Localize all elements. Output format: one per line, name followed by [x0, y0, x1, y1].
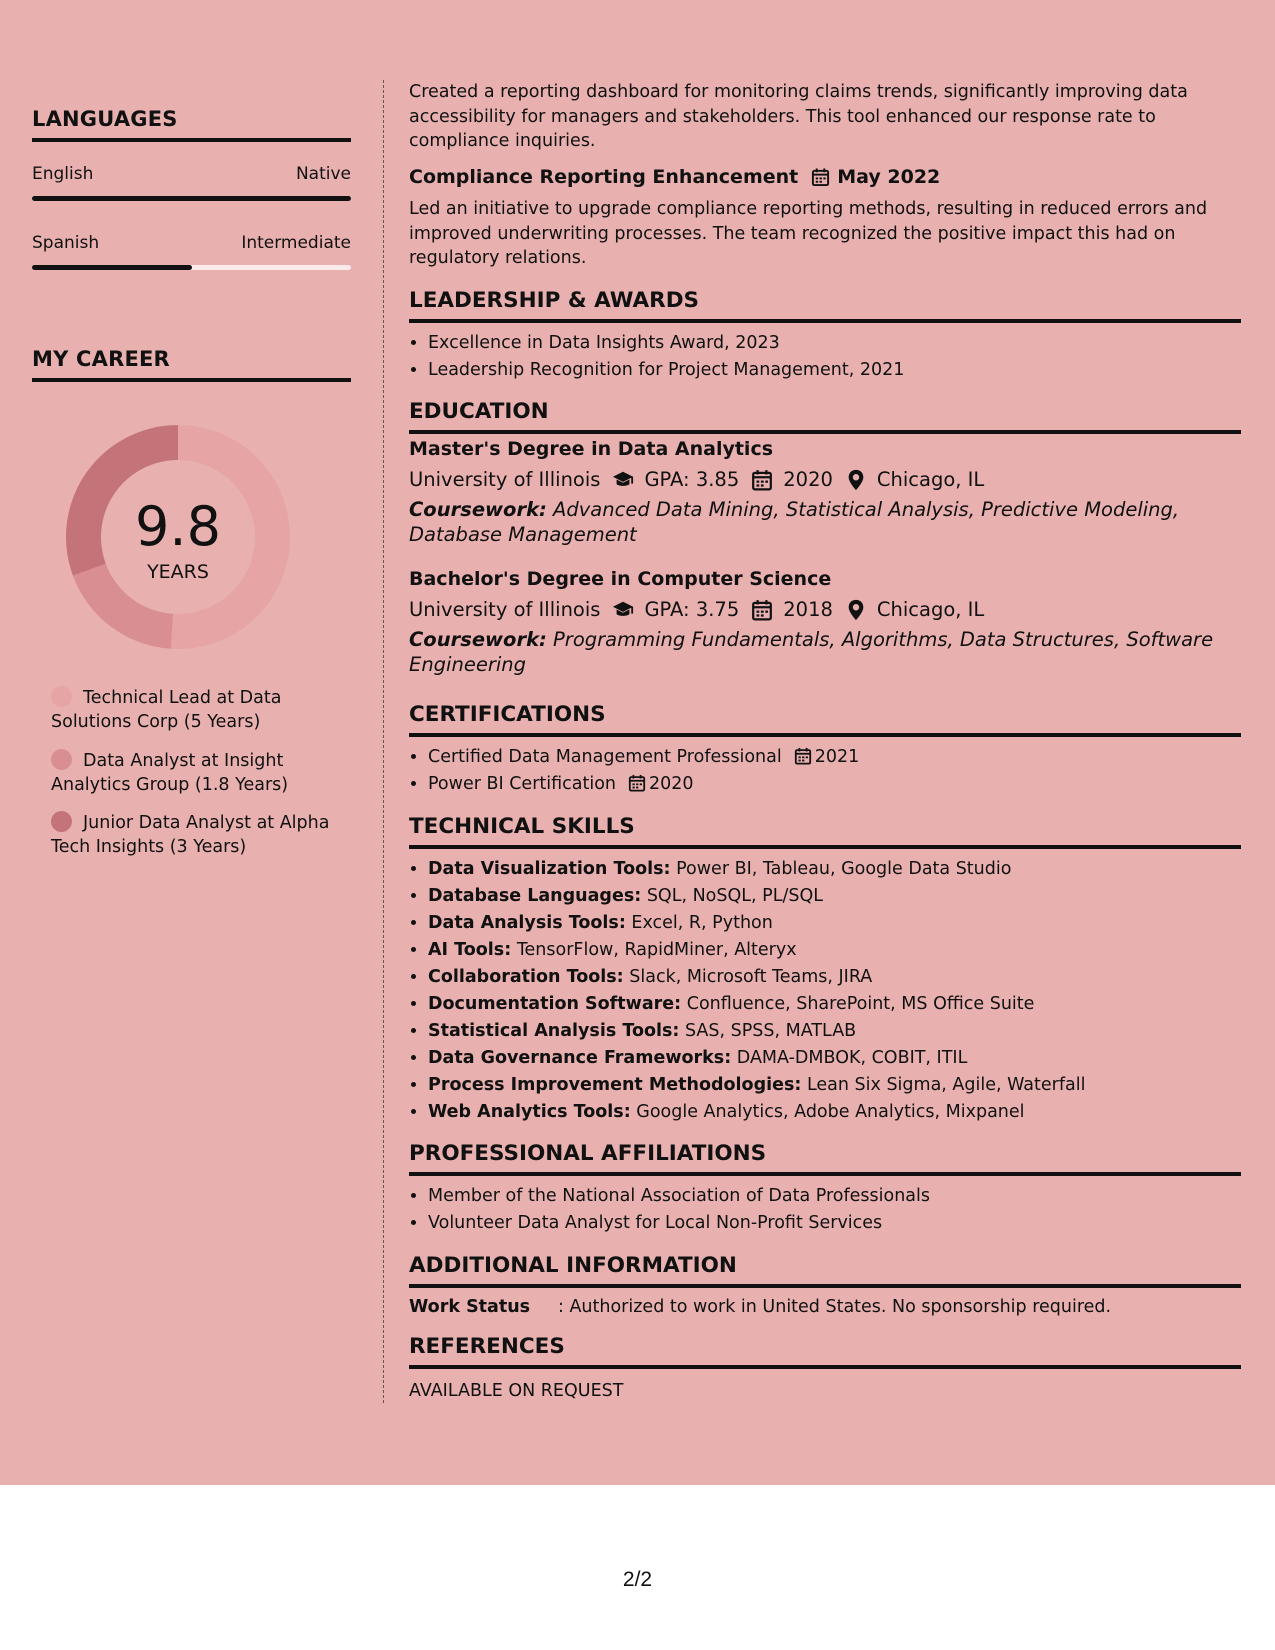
language-proficiency-bar	[32, 265, 351, 270]
map-pin-icon	[845, 469, 867, 491]
section-rule	[409, 319, 1241, 323]
work-status-row	[409, 1295, 1241, 1320]
skill-value: Power BI, Tableau, Google Data Studio	[676, 859, 1012, 879]
certification-year: 2021	[814, 747, 860, 767]
legend-dot	[51, 686, 72, 707]
page-number: 2/2	[622, 1568, 653, 1591]
section-title: PROFESSIONAL AFFILIATIONS	[409, 1141, 767, 1166]
legend-label: Data Analyst at Insight Analytics Group (1.8 Years)	[51, 751, 289, 795]
education-entry	[409, 568, 1241, 677]
career-total-unit: YEARS	[147, 561, 209, 583]
skill-item	[428, 1045, 1241, 1072]
languages-section	[32, 107, 351, 142]
skill-value: Excel, R, Python	[631, 913, 773, 933]
experience-paragraph: Created a reporting dashboard for monitoring claims trends, significantly improving data accessibility for managers and stakeholders. This tool enhanced our response rate to compliance inquiries.	[409, 82, 1188, 151]
section-title: LEADERSHIP & AWARDS	[409, 288, 700, 313]
career-section	[32, 347, 351, 382]
skill-value: Confluence, SharePoint, MS Office Suite	[686, 994, 1035, 1014]
certification-year: 2020	[649, 774, 694, 794]
language-name: English	[32, 164, 94, 184]
calendar-icon	[811, 167, 830, 187]
certification-name: Power BI Certification	[428, 774, 616, 794]
legend-label: Technical Lead at Data Solutions Corp (5 Years)	[51, 688, 282, 732]
skills-list	[409, 856, 1241, 1126]
references-section	[409, 1334, 1241, 1404]
skill-item	[428, 910, 1241, 937]
skill-label: Database Languages:	[428, 886, 642, 906]
coursework-text: Programming Fundamentals, Algorithms, Data Structures, Software Engineering	[409, 628, 1214, 676]
project-date: May 2022	[837, 166, 941, 188]
list-item: • Volunteer Data Analyst for Local Non-Profit Services	[428, 1210, 1241, 1237]
school-name: University of Illinois	[409, 468, 601, 491]
graduation-year: 2020	[783, 468, 833, 491]
section-title: REFERENCES	[409, 1334, 565, 1359]
graduation-cap-icon	[612, 599, 634, 621]
affiliations-section	[409, 1141, 1241, 1237]
coursework	[409, 628, 1241, 677]
section-title: LANGUAGES	[32, 107, 178, 131]
section-rule	[409, 1365, 1241, 1369]
language-proficiency-fill	[32, 196, 351, 201]
coursework	[409, 498, 1241, 547]
section-title: MY CAREER	[32, 347, 170, 371]
coursework-label: Coursework:	[409, 498, 547, 521]
career-donut-chart	[66, 425, 290, 649]
certifications-section	[409, 702, 1241, 798]
education-meta	[409, 468, 1241, 491]
skill-value: Slack, Microsoft Teams, JIRA	[629, 967, 873, 987]
skill-item	[428, 1099, 1241, 1126]
section-rule	[409, 430, 1241, 434]
skills-section	[409, 814, 1241, 1126]
additional-info-section	[409, 1253, 1241, 1320]
work-status-label: Work Status	[409, 1297, 531, 1317]
section-title: EDUCATION	[409, 399, 549, 424]
language-proficiency-bar	[32, 196, 351, 201]
location: Chicago, IL	[876, 598, 985, 621]
language-name: Spanish	[32, 233, 100, 253]
leadership-list	[409, 330, 1241, 384]
skill-item	[428, 991, 1241, 1018]
skill-value: Google Analytics, Adobe Analytics, Mixpanel	[636, 1102, 1025, 1122]
column-divider	[383, 80, 384, 1403]
skill-item	[428, 856, 1241, 883]
language-level: Native	[295, 164, 351, 184]
career-total-years: 9.8	[135, 495, 221, 558]
leadership-section	[409, 288, 1241, 384]
skill-item	[428, 964, 1241, 991]
list-item: • Excellence in Data Insights Award, 2023	[428, 330, 1241, 357]
skill-label: Data Analysis Tools:	[428, 913, 626, 933]
skill-item	[428, 1018, 1241, 1045]
language-level: Intermediate	[241, 233, 351, 253]
career-legend-item	[51, 686, 341, 734]
references-text: AVAILABLE ON REQUEST	[409, 1381, 624, 1401]
coursework-text: Advanced Data Mining, Statistical Analysis, Predictive Modeling, Database Management	[409, 498, 1180, 546]
section-title: CERTIFICATIONS	[409, 702, 606, 727]
project-description: Led an initiative to upgrade compliance reporting methods, resulting in reduced errors and improved underwriting processes. The team recognized the positive impact this had on regulatory relations.	[409, 199, 1208, 268]
language-item-spanish	[32, 233, 351, 270]
skill-value: SAS, SPSS, MATLAB	[685, 1021, 857, 1041]
graduation-cap-icon	[612, 469, 634, 491]
section-rule	[409, 733, 1241, 737]
skill-value: DAMA-DMBOK, COBIT, ITIL	[736, 1048, 968, 1068]
section-rule	[409, 1284, 1241, 1288]
skill-label: AI Tools:	[428, 940, 512, 960]
education-entry	[409, 438, 1241, 547]
section-title: ADDITIONAL INFORMATION	[409, 1253, 737, 1278]
education-meta	[409, 598, 1241, 621]
work-status-value: : Authorized to work in United States. No sponsorship required.	[558, 1297, 1112, 1317]
calendar-icon	[751, 469, 773, 491]
coursework-label: Coursework:	[409, 628, 547, 651]
calendar-icon	[628, 774, 646, 792]
skill-label: Process Improvement Methodologies:	[428, 1075, 802, 1095]
list-item: • Leadership Recognition for Project Management, 2021	[428, 357, 1241, 384]
project-title: Compliance Reporting Enhancement	[409, 166, 799, 188]
language-item-english	[32, 164, 351, 201]
skill-label: Statistical Analysis Tools:	[428, 1021, 680, 1041]
section-rule	[409, 1172, 1241, 1176]
skill-value: TensorFlow, RapidMiner, Alteryx	[516, 940, 797, 960]
gpa: GPA: 3.85	[644, 468, 740, 491]
list-item: • Member of the National Association of Data Professionals	[428, 1183, 1241, 1210]
calendar-icon	[794, 747, 812, 765]
section-rule	[409, 845, 1241, 849]
project-heading	[409, 166, 1241, 188]
section-title: TECHNICAL SKILLS	[409, 814, 635, 839]
location: Chicago, IL	[876, 468, 985, 491]
certification-item	[428, 771, 1241, 798]
career-legend-item	[51, 749, 341, 797]
career-legend-item	[51, 811, 341, 859]
skill-label: Web Analytics Tools:	[428, 1102, 631, 1122]
skill-value: Lean Six Sigma, Agile, Waterfall	[806, 1075, 1086, 1095]
skill-item	[428, 937, 1241, 964]
gpa: GPA: 3.75	[644, 598, 740, 621]
skill-value: SQL, NoSQL, PL/SQL	[646, 886, 823, 906]
school-name: University of Illinois	[409, 598, 601, 621]
skill-label: Documentation Software:	[428, 994, 682, 1014]
certifications-list	[409, 744, 1241, 798]
language-proficiency-fill	[32, 265, 192, 270]
skill-item	[428, 1072, 1241, 1099]
legend-label: Junior Data Analyst at Alpha Tech Insights (3 Years)	[51, 813, 330, 857]
calendar-icon	[751, 599, 773, 621]
section-rule	[32, 378, 351, 382]
skill-label: Collaboration Tools:	[428, 967, 624, 987]
education-section	[409, 399, 1241, 434]
degree-title: Bachelor's Degree in Computer Science	[409, 568, 832, 590]
certification-name: Certified Data Management Professional	[428, 747, 782, 767]
certification-item	[428, 744, 1241, 771]
affiliations-list	[409, 1183, 1241, 1237]
degree-title: Master's Degree in Data Analytics	[409, 438, 774, 460]
skill-label: Data Governance Frameworks:	[428, 1048, 732, 1068]
skill-item	[428, 883, 1241, 910]
map-pin-icon	[845, 599, 867, 621]
legend-dot	[51, 811, 72, 832]
section-rule	[32, 138, 351, 142]
legend-dot	[51, 749, 72, 770]
graduation-year: 2018	[783, 598, 833, 621]
skill-label: Data Visualization Tools:	[428, 859, 671, 879]
